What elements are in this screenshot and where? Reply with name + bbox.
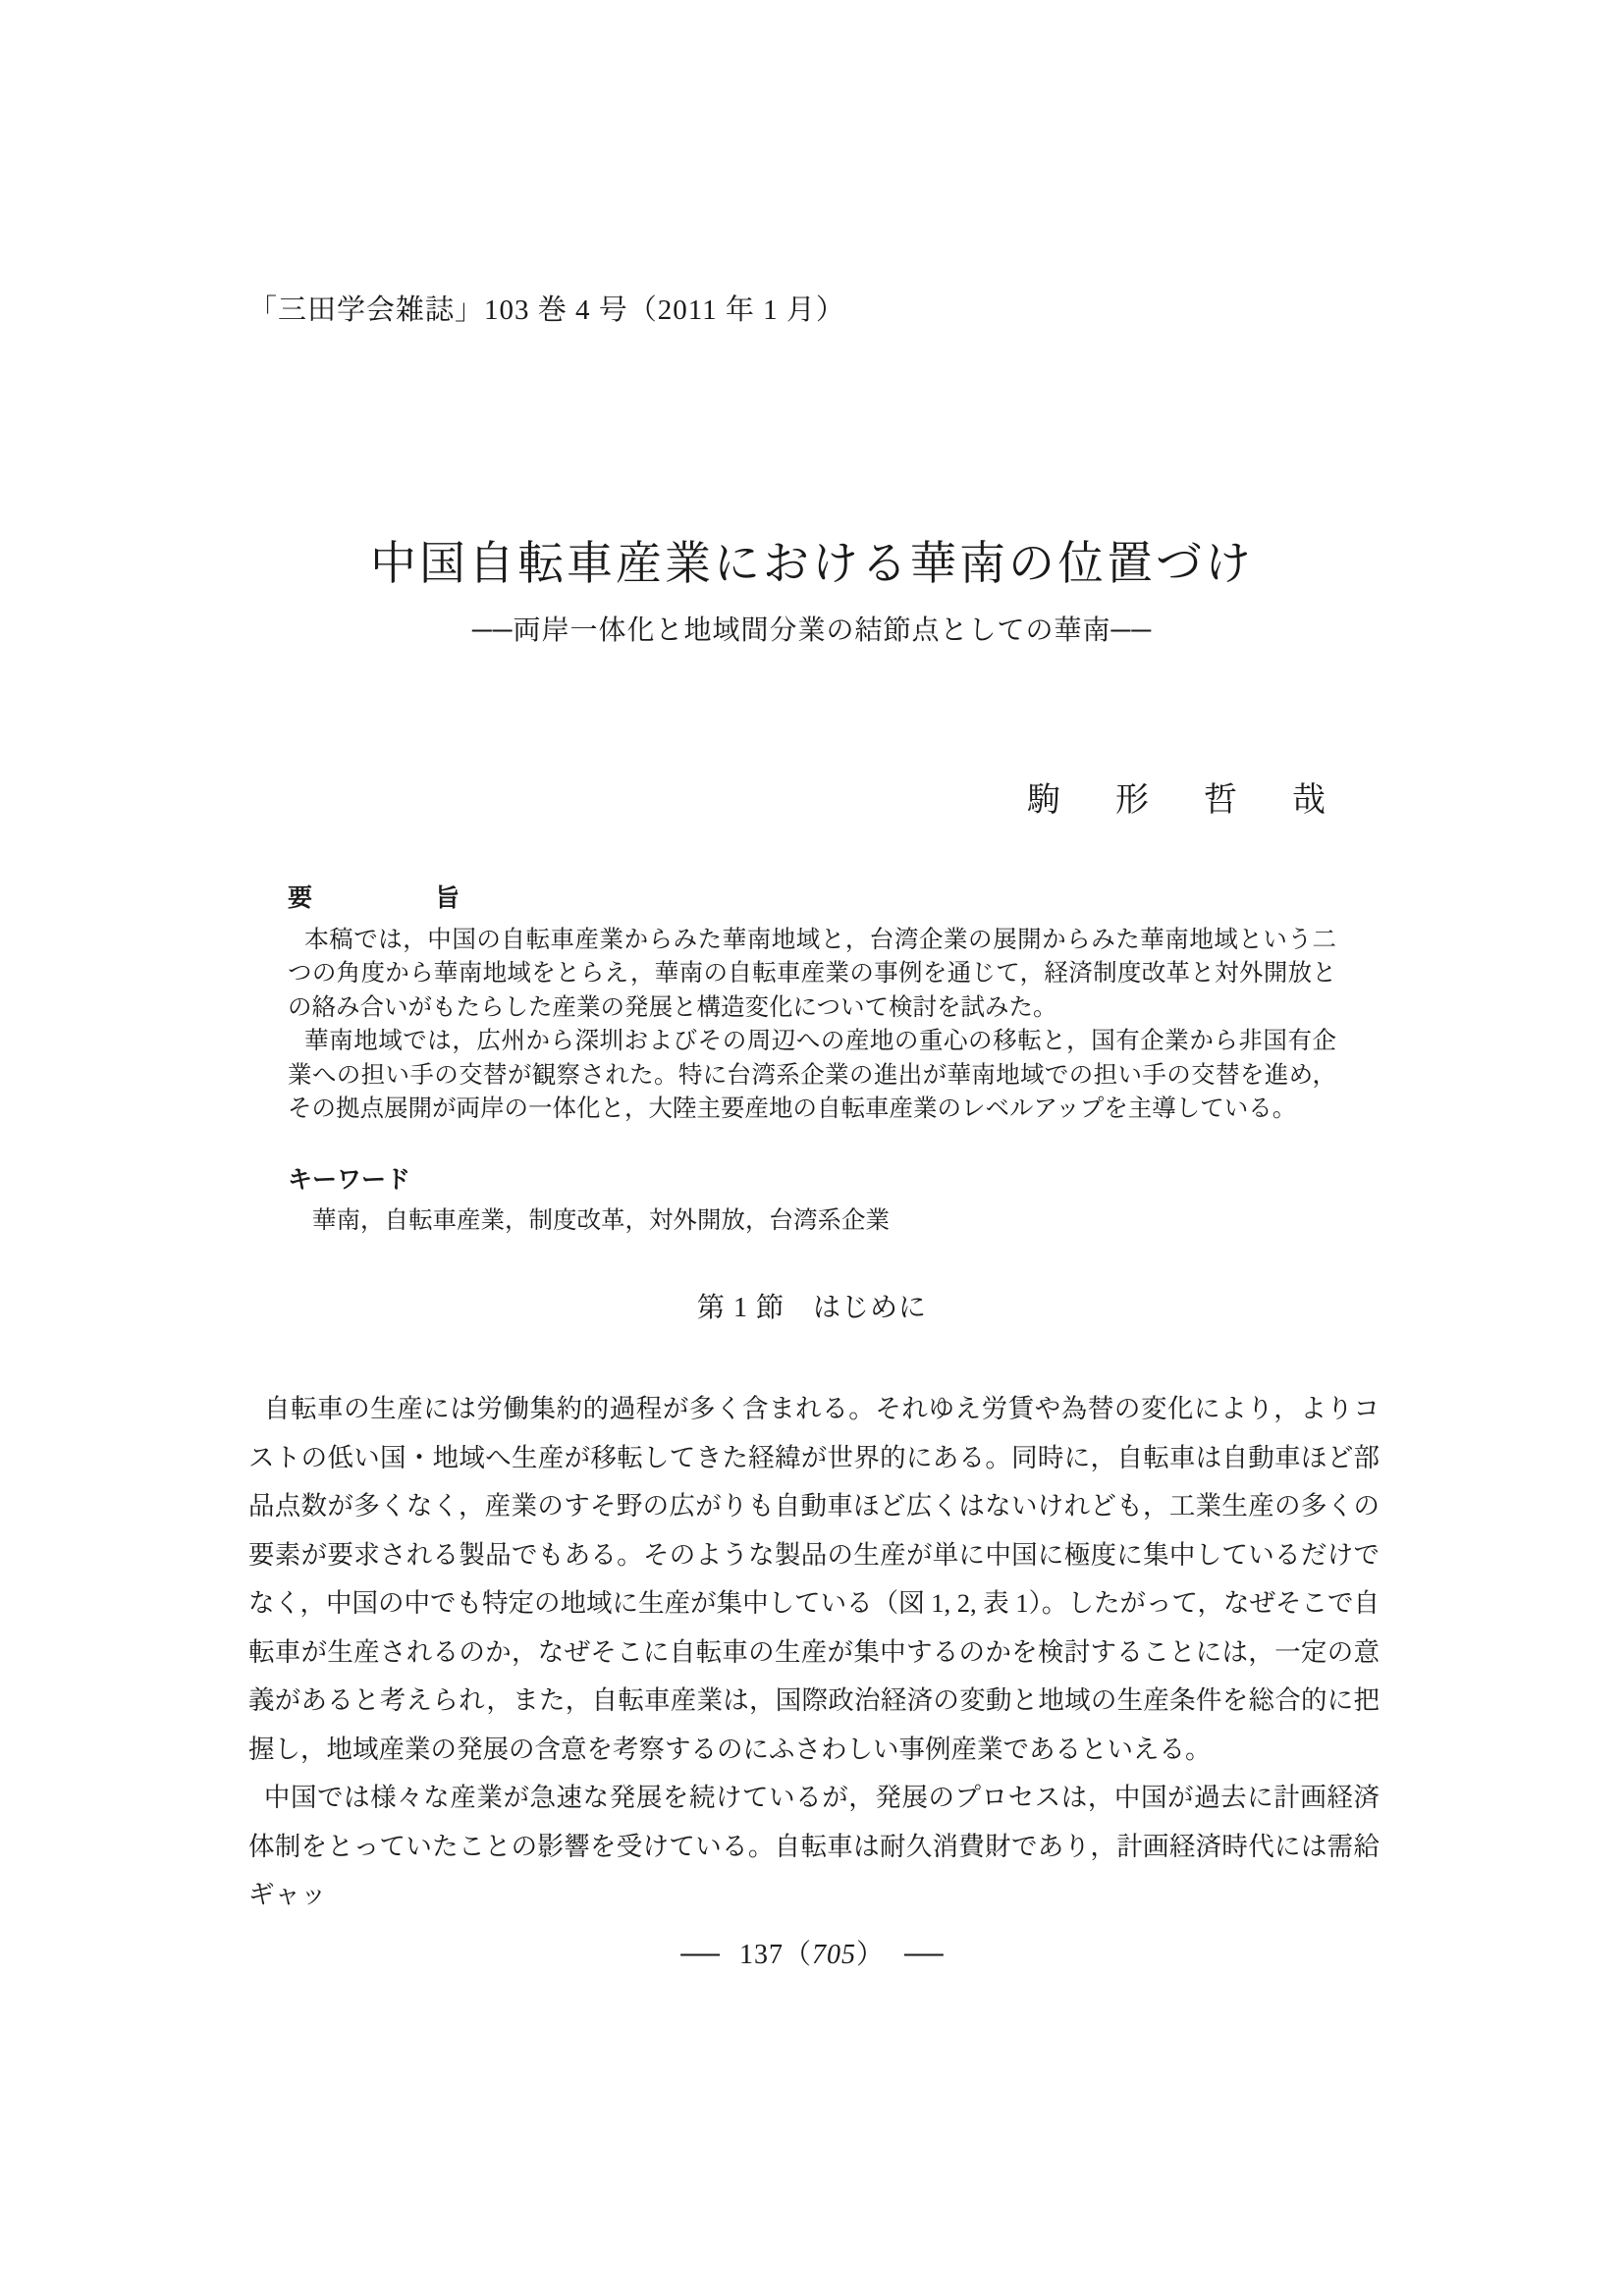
- keywords-list: 華南，自転車産業，制度改革，対外開放，台湾系企業: [312, 1206, 890, 1234]
- journal-citation: 「三田学会雑誌」103 巻 4 号（2011 年 1 月）: [248, 294, 845, 326]
- abstract-label: 要 旨: [288, 884, 460, 912]
- footer-rule-right: ──: [904, 1940, 944, 1970]
- paren-open-glyph: （: [783, 1940, 812, 1970]
- keywords-section: [288, 1167, 1336, 1235]
- paper-subtitle: ──両岸一体化と地域間分業の結節点としての華南──: [471, 615, 1153, 646]
- body-paragraph-1: 自転車の生産には労働集約的過程が多く含まれる。それゆえ労賃や為替の変化により，よりコストの低い国・地域へ生産が移転してきた経緯が世界的にある。同時に，自転車は自動車ほど部品点数が多くなく，産業のすそ野の広がりも自動車ほど広くはないけれども，工業生産の多くの要素が要求される製品でもある。そのような製品の生産が単に中国に極度に集中しているだけでなく，中国の中でも特定の地域に生産が集中している（図 1, 2, 表 1）。したがって，なぜそこで自転車が生産されるのか，なぜそこに自転車の生産が集中するのかを検討することには，一定の意義があると考えられ，また，自転車産業は，国際政治経済の変動と地域の生産条件を総合的に把握し，地域産業の発展の含意を考察するのにふさわしい事例産業であるといえる。: [248, 1394, 1380, 1764]
- abstract-paragraph-2: 華南地域では，広州から深圳およびその周辺への産地の重心の移転と，国有企業から非国有企業への担い手の交替が観察された。特に台湾系企業の進出が華南地域での担い手の交替を進め，その拠点展開が両岸の一体化と，大陸主要産地の自転車産業のレベルアップを主導している。: [288, 1028, 1336, 1122]
- page-number: [739, 1940, 885, 1970]
- author-name: 駒 形 哲 哉: [1027, 782, 1336, 819]
- abstract-paragraph-1: 本稿では，中国の自転車産業からみた華南地域と，台湾企業の展開からみた華南地域という二つの角度から華南地域をとらえ，華南の自転車産業の事例を通じて，経済制度改革と対外開放との絡み合いがもたらした産業の発展と構造変化について検討を試みた。: [288, 926, 1336, 1021]
- keywords-label: キーワード: [288, 1166, 411, 1194]
- page-footer: [0, 1939, 1624, 1972]
- section-heading: 第 1 節 はじめに: [696, 1293, 927, 1323]
- page-number-volume: 705: [812, 1940, 856, 1970]
- body-paragraph-2: 中国では様々な産業が急速な発展を続けているが，発展のプロセスは，中国が過去に計画経済体制をとっていたことの影響を受けている。自転車は耐久消費財であり，計画経済時代には需給ギャッ: [248, 1783, 1380, 1909]
- page-number-main: 137: [738, 1940, 784, 1970]
- footer-rule-left: ──: [680, 1940, 720, 1970]
- paren-close-glyph: ）: [856, 1940, 886, 1970]
- paper-title: 中国自転車産業における華南の位置づけ: [370, 539, 1254, 590]
- abstract-section: [288, 885, 1336, 1127]
- body-text: [248, 1385, 1380, 1920]
